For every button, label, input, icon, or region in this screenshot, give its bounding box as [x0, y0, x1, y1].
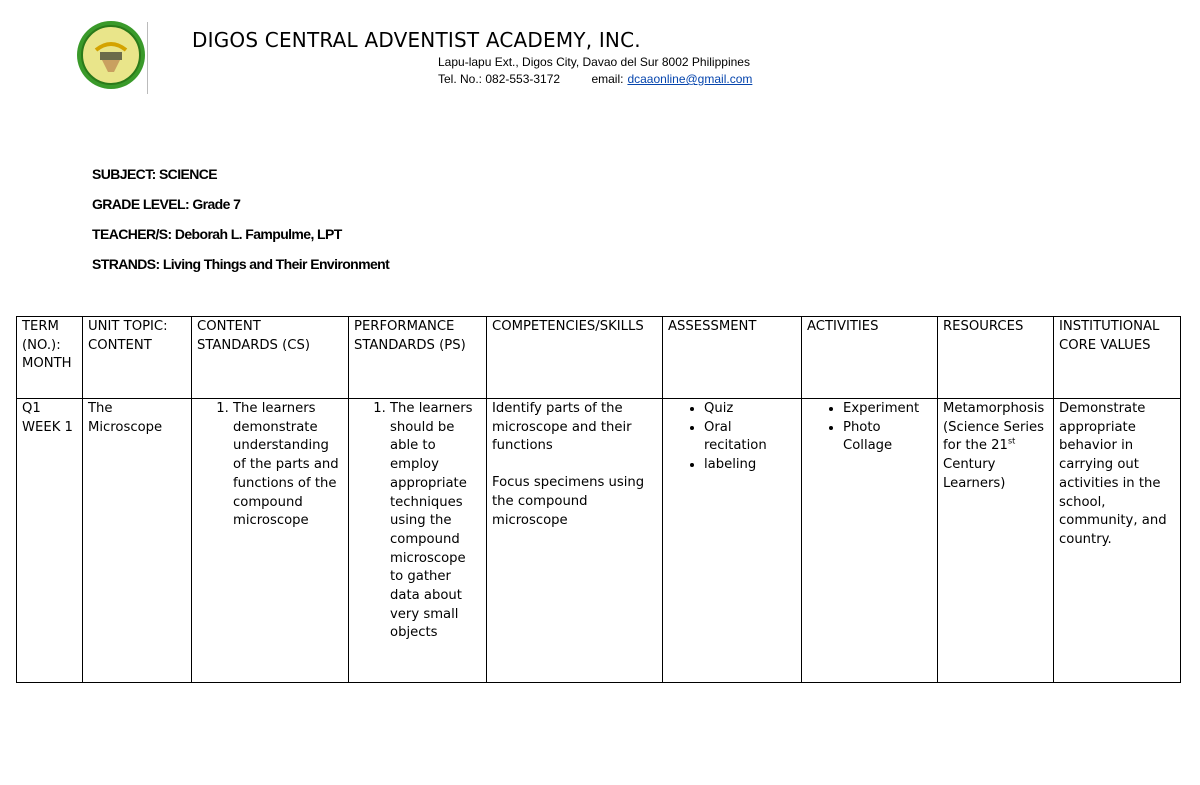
cell-competencies: [487, 399, 663, 683]
header-topic: UNIT TOPIC: CONTENT: [83, 317, 192, 399]
competency-item: Identify parts of the microscope and their functions: [492, 401, 632, 454]
strands-line: STRANDS: Living Things and Their Environment: [92, 256, 390, 272]
header-divider: [147, 22, 148, 94]
email-link[interactable]: [591, 72, 627, 86]
resource-text-end: Century Learners): [943, 457, 1006, 491]
activity-item: • Experiment: [843, 400, 932, 419]
header-term: TERM (NO.): MONTH: [17, 317, 83, 399]
performance-standard-item: 1. The learners should be able to employ appropriate techniques using the compound microscope to gather data about very small objects: [390, 400, 481, 643]
activity-item: • Photo Collage: [843, 419, 932, 456]
teacher-line: TEACHER/S: Deborah L. Fampulme, LPT: [92, 226, 342, 242]
cell-resources: [938, 399, 1054, 683]
content-standard-item: 1. The learners demonstrate understanding of the parts and functions of the compound microscope: [233, 400, 343, 531]
assessment-item: • labeling: [704, 456, 796, 475]
tel-number: Tel. No.: 082-553-3172: [438, 72, 561, 86]
header-resources: RESOURCES: [938, 317, 1054, 399]
cell-term: Q1 WEEK 1: [17, 399, 83, 683]
cell-activities: [802, 399, 938, 683]
header-performance-standards: PERFORMANCE STANDARDS (PS): [349, 317, 487, 399]
subject-line: SUBJECT: SCIENCE: [92, 166, 217, 182]
resource-superscript: st: [1007, 437, 1016, 447]
table-row: [17, 399, 1181, 683]
competency-item: Focus specimens using the compound microscope: [492, 475, 645, 528]
curriculum-table: [16, 316, 1181, 683]
header-activities: ACTIVITIES: [802, 317, 938, 399]
cell-core-values: Demonstrate appropriate behavior in carrying out activities in the school, community, and country.: [1054, 399, 1181, 683]
header-content-standards: CONTENT STANDARDS (CS): [192, 317, 349, 399]
school-logo: [76, 20, 146, 90]
cell-content-standard: [192, 399, 349, 683]
grade-line: GRADE LEVEL: Grade 7: [92, 196, 241, 212]
cell-performance-standard: [349, 399, 487, 683]
assessment-item: • Quiz: [704, 400, 796, 419]
table-header-row: [17, 317, 1181, 399]
resource-text: Metamorphosis (Science Series for the 21: [943, 401, 1045, 454]
school-contact: [438, 72, 752, 86]
header-core-values: INSTITUTIONAL CORE VALUES: [1054, 317, 1181, 399]
header-assessment: ASSESSMENT: [663, 317, 802, 399]
email-label: email:: [591, 72, 624, 86]
assessment-item: • Oral recitation: [704, 419, 796, 456]
cell-assessment: [663, 399, 802, 683]
school-address: Lapu-lapu Ext., Digos City, Davao del Sur 8002 Philippines: [438, 55, 750, 69]
cell-topic: The Microscope: [83, 399, 192, 683]
school-name: DIGOS CENTRAL ADVENTIST ACADEMY, INC.: [192, 28, 641, 52]
email-address[interactable]: dcaaonline@gmail.com: [627, 72, 753, 86]
header-competencies: COMPETENCIES/SKILLS: [487, 317, 663, 399]
